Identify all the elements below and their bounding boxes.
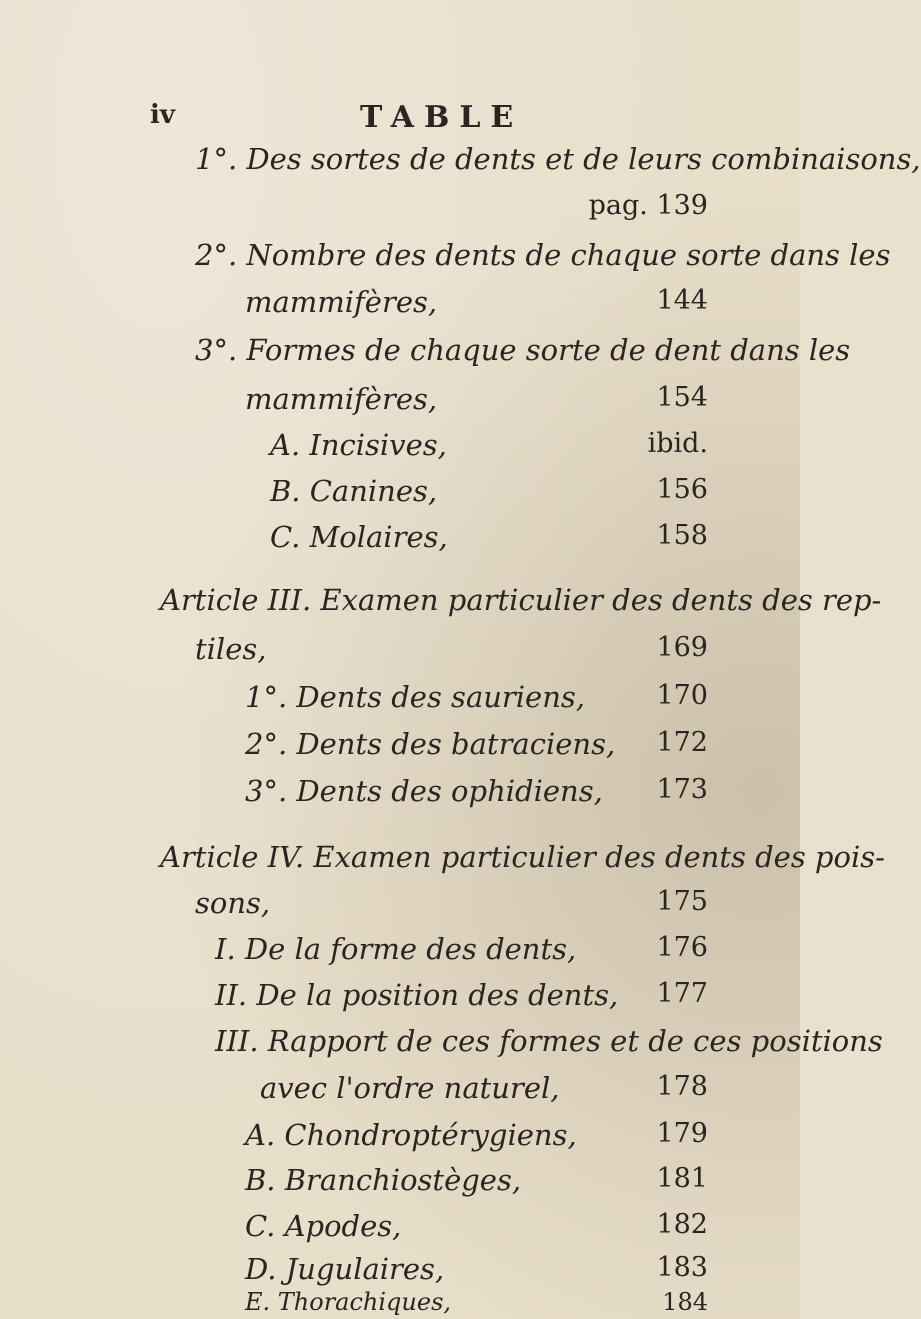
- toc-entry-page: 172: [656, 727, 708, 758]
- toc-entry-text: avec l'ordre naturel,: [260, 1071, 560, 1105]
- toc-entry-text: 3°. Dents des ophidiens,: [245, 774, 603, 808]
- toc-entry-page: 177: [656, 978, 708, 1009]
- toc-entry-page: 158: [656, 520, 708, 551]
- toc-entry-page: 144: [656, 285, 708, 316]
- toc-entry-text: 2°. Dents des batraciens,: [245, 727, 616, 761]
- toc-entry-text: tiles,: [195, 632, 267, 666]
- toc-entry-page: 175: [656, 886, 708, 917]
- toc-entry-text: A. Incisives,: [270, 428, 447, 462]
- toc-entry-page: 156: [656, 474, 708, 505]
- toc-entry-text: III. Rapport de ces formes et de ces positions: [215, 1024, 883, 1058]
- toc-entry-page: 184: [662, 1288, 708, 1316]
- toc-entry-text: 1°. Dents des sauriens,: [245, 680, 585, 714]
- toc-article-text: Article IV. Examen particulier des dents des pois-: [160, 840, 885, 874]
- running-header: [150, 100, 710, 140]
- toc-entry-page: 181: [656, 1163, 708, 1194]
- toc-entry-text: mammifères,: [245, 382, 438, 416]
- toc-entry-text: B. Canines,: [270, 474, 438, 508]
- toc-entry-page: 170: [656, 680, 708, 711]
- toc-entry-page: 183: [656, 1252, 708, 1283]
- toc-entry-text: I. De la forme des dents,: [215, 932, 577, 966]
- page-number: iv: [150, 100, 175, 130]
- toc-entry-page: 173: [656, 774, 708, 805]
- toc-article-text: Article III. Examen particulier des dents des rep-: [160, 583, 882, 617]
- toc-entry-page: ibid.: [647, 428, 708, 459]
- toc-entry-text: D. Jugulaires,: [245, 1252, 445, 1286]
- running-title: TABLE: [360, 100, 524, 135]
- toc-entry-text: E. Thorachiques,: [245, 1288, 452, 1316]
- toc-entry-text: 3°. Formes de chaque sorte de dent dans les: [195, 333, 851, 367]
- toc-entry-page: 182: [656, 1209, 708, 1240]
- toc-entry-text: B. Branchiostèges,: [245, 1163, 522, 1197]
- toc-entry-text: mammifères,: [245, 285, 438, 319]
- toc-entry-page: 176: [656, 932, 708, 963]
- toc-entry-text: II. De la position des dents,: [215, 978, 619, 1012]
- toc-entry-page: 178: [656, 1071, 708, 1102]
- toc-entry-page: 169: [656, 632, 708, 663]
- toc-entry-page: 179: [656, 1118, 708, 1149]
- toc-entry-text: 2°. Nombre des dents de chaque sorte dans les: [195, 238, 891, 272]
- toc-entry-text: C. Apodes,: [245, 1209, 402, 1243]
- toc-entry-text: 1°. Des sortes de dents et de leurs combinaisons,: [195, 142, 921, 176]
- toc-entry-text: C. Molaires,: [270, 520, 448, 554]
- toc-entry-text: sons,: [195, 886, 271, 920]
- toc-entry-page: 154: [656, 382, 708, 413]
- toc-entry-page: pag. 139: [588, 190, 708, 221]
- toc-entry-text: A. Chondroptérygiens,: [245, 1118, 577, 1152]
